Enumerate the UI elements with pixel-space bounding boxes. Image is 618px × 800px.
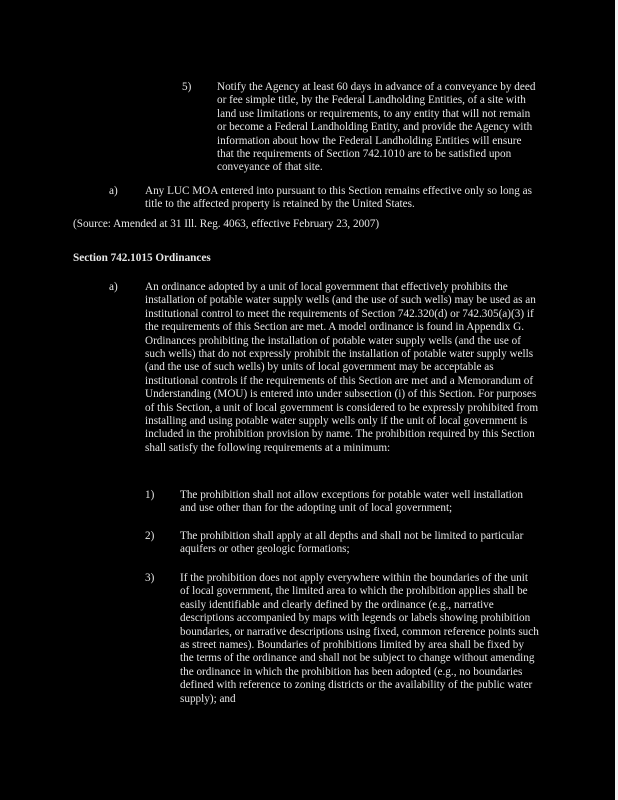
item-a-prev-text: Any LUC MOA entered into pursuant to this Section remains effective only so long as title to the affected property is retained by the United States. (145, 185, 532, 211)
section-a-label: a) (109, 281, 118, 293)
source-note: (Source: Amended at 31 Ill. Reg. 4063, effective February 23, 2007) (73, 218, 380, 230)
section-heading: Section 742.1015 Ordinances (73, 252, 211, 264)
subitem-3-label: 3) (145, 572, 155, 584)
subitem-1-label: 1) (145, 489, 155, 501)
subitem-3-text: If the prohibition does not apply everywhere within the boundaries of the unit of local government, the limited area to which the prohibition applies shall be easily identifiable and clearly defined by the ordinance (e.g., narrative descriptions accompanied by maps with legends or labels showing prohibition boundaries, or narrative descriptions using fixed, common reference points such as street names). Boundaries of prohibitions limited by area shall be fixed by the terms of the ordinance and shall not be subject to change without amending the ordinance in which the prohibition has been adopted (e.g., no boundaries defined with reference to zoning districts or the availability of the public water supply); and (180, 572, 539, 705)
subitem-1-text: The prohibition shall not allow exceptions for potable water well installation and use other than for the adopting unit of local government; (180, 489, 523, 515)
item-5-text: Notify the Agency at least 60 days in advance of a conveyance by deed or fee simple title, by the Federal Landholding Entities, of a site with land use limitations or requirements, to any entity that will not remain or become a Federal Landholding Entity, and provide the Agency with information about how the Federal Landholding Entities will ensure that the requirements of Section 742.1010 are to be satisfied upon conveyance of that site. (217, 81, 536, 174)
item-5-label: 5) (182, 81, 192, 93)
subitem-2-label: 2) (145, 530, 155, 542)
subitem-2-text: The prohibition shall apply at all depths and shall not be limited to particular aquifers or other geologic formations; (180, 530, 524, 556)
section-a-text: An ordinance adopted by a unit of local government that effectively prohibits the installation of potable water supply wells (and the use of such wells) may be used as an institutional control to meet the requirements of Section 742.320(d) or 742.305(a)(3) if the requirements of this Section are met. A model ordinance is found in Appendix G. Ordinances prohibiting the installation of potable water supply wells (and the use of such wells) that do not expressly prohibit the installation of potable water supply wells (and the use of such wells) by units of local government may be acceptable as institutional controls if the requirements of this Section are met and a Memorandum of Understanding (MOU) is entered into under subsection (i) of this Section. For purposes of this Section, a unit of local government is considered to be expressly prohibited from installing and using potable water supply wells only if the unit of local government is included in the prohibition provision by name. The prohibition required by this Section shall satisfy the following requirements at a minimum: (145, 281, 539, 454)
item-a-prev-label: a) (109, 185, 118, 197)
